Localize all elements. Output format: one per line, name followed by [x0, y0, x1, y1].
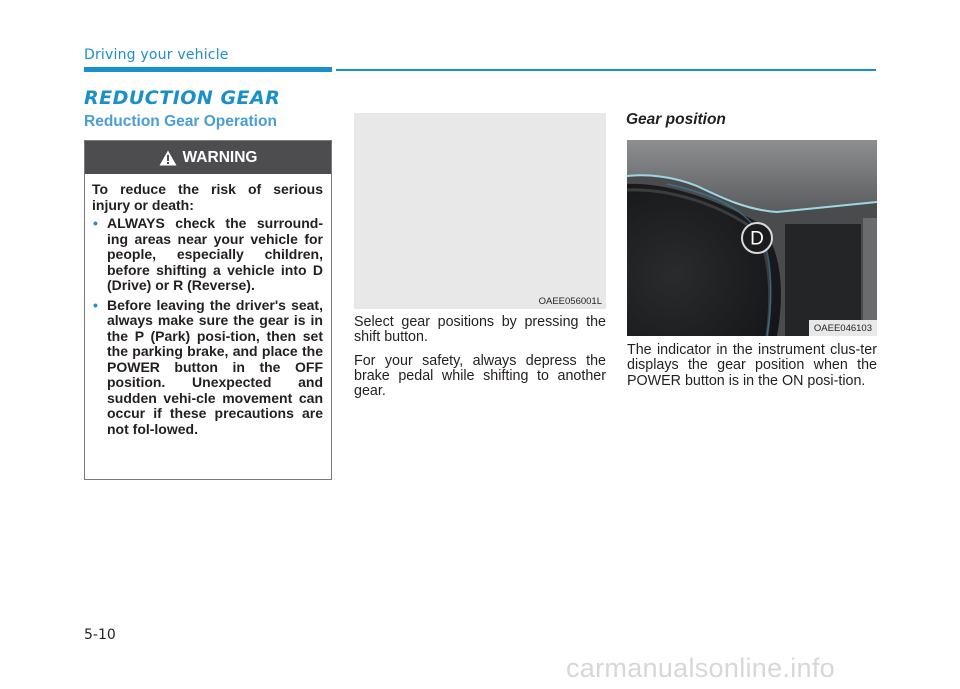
instrument-cluster-illustration	[627, 140, 877, 336]
warning-body	[85, 174, 331, 437]
warning-item-text: Before leaving the driver's seat, always make sure the gear is in the P (Park) posi-tion, then set the parking brake, and place the POWER button in the OFF position. Unexpected and sudden vehi-cle movement can occur if these precautions are not fol-lowed.	[107, 296, 323, 437]
bullet-icon: •	[93, 215, 98, 231]
shift-instructions	[354, 315, 606, 407]
warning-label: WARNING	[182, 148, 258, 166]
warning-item	[92, 298, 323, 438]
warning-item-text: ALWAYS check the surround-ing areas near your vehicle for people, especially children, before shifting a vehicle into D (Drive) or R (Reverse).	[107, 215, 323, 293]
watermark: carmanualsonline.info	[566, 653, 835, 683]
figure-code: OAEE056001L	[538, 296, 602, 307]
header-rule-thin	[336, 69, 876, 71]
figure-code: OAEE046103	[809, 320, 877, 336]
subsection-title: Reduction Gear Operation	[84, 113, 277, 130]
header-rule-thick	[84, 67, 332, 72]
running-head: Driving your vehicle	[84, 47, 229, 63]
paragraph: The indicator in the instrument clus-ter displays the gear position when the POWER button is in the ON posi-tion.	[627, 342, 877, 389]
warning-header	[85, 141, 331, 174]
warning-list	[92, 216, 323, 437]
section-title: REDUCTION GEAR	[84, 87, 281, 109]
gear-indicator-letter: D	[750, 228, 764, 250]
warning-intro: To reduce the risk of serious injury or death:	[92, 181, 323, 213]
page-number: 5-10	[84, 627, 116, 643]
paragraph: Select gear positions by pressing the shift button.	[354, 314, 606, 346]
gear-position-heading: Gear position	[626, 111, 726, 128]
bullet-icon: •	[93, 296, 98, 313]
warning-box	[84, 140, 332, 480]
shift-button-figure	[354, 113, 606, 309]
warning-triangle-icon	[159, 150, 177, 166]
warning-item	[92, 216, 323, 294]
instrument-cluster-figure	[627, 140, 877, 336]
paragraph: For your safety, always depress the brake pedal while shifting to another gear.	[354, 352, 606, 400]
gear-position-description	[627, 343, 877, 397]
